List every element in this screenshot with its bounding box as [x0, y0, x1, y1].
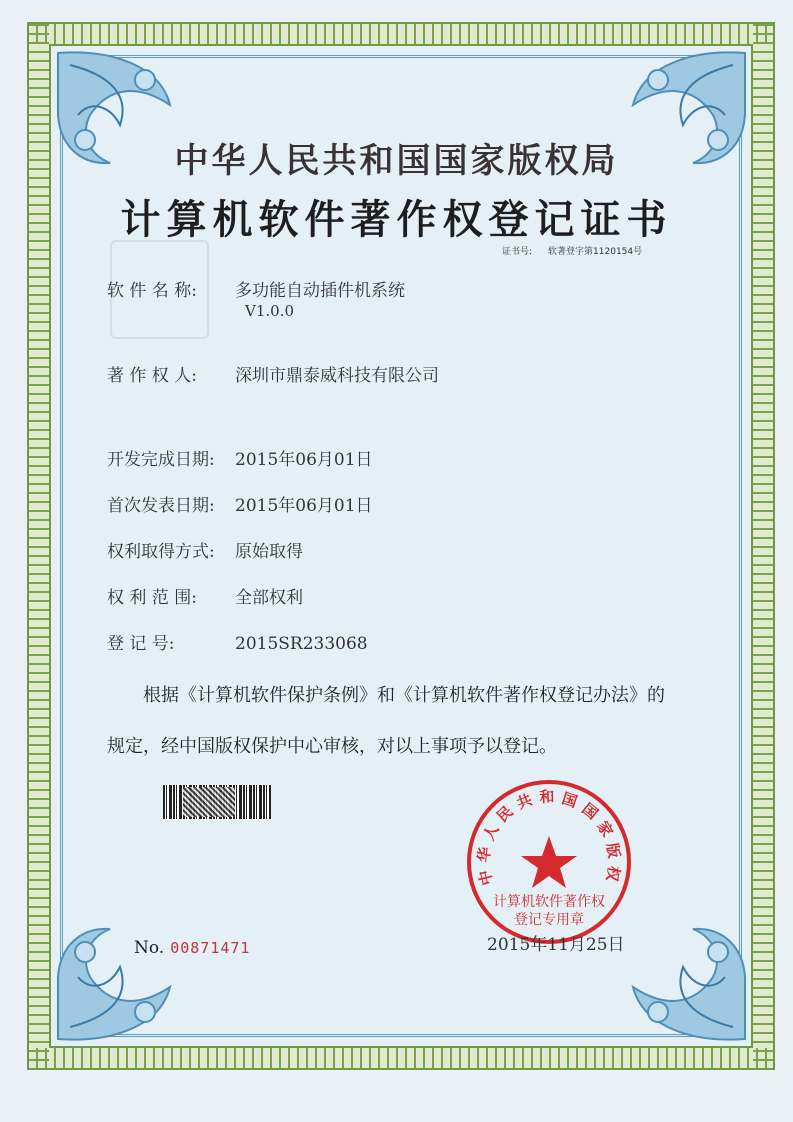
software-name-label: 软 件 名 称:	[107, 281, 197, 301]
software-name-row	[107, 276, 405, 301]
owner-label: 著 作 权 人:	[107, 366, 197, 386]
reg-no-row	[107, 629, 368, 654]
certificate-number-value: 软著登字第1120154号	[548, 247, 643, 257]
pub-date-value: 2015年06月01日	[235, 496, 373, 516]
issuing-authority: 中华人民共和国国家版权局	[174, 141, 619, 181]
scope-row	[107, 583, 303, 608]
dev-date-label: 开发完成日期:	[107, 450, 215, 470]
barcode-icon	[163, 785, 271, 819]
body-paragraph-2: 规定，经中国版权保护中心审核，对以上事项予以登记。	[107, 736, 557, 757]
owner-value: 深圳市鼎泰威科技有限公司	[235, 366, 439, 386]
dev-date-value: 2015年06月01日	[235, 450, 373, 470]
software-name-value: 多功能自动插件机系统	[235, 281, 405, 301]
owner-row	[107, 361, 439, 386]
certificate-title: 计算机软件著作权登记证书	[120, 196, 673, 243]
pub-date-row	[107, 491, 373, 516]
scope-label: 权 利 范 围:	[107, 588, 197, 608]
scope-value: 全部权利	[235, 588, 303, 608]
official-seal	[465, 778, 633, 946]
acquire-row	[107, 537, 303, 562]
serial-value: 00871471	[170, 939, 251, 957]
serial-label: No.	[134, 938, 165, 958]
seal-line-1: 计算机软件著作权	[493, 894, 605, 910]
software-version: V1.0.0	[245, 302, 294, 320]
acquire-value: 原始取得	[235, 542, 303, 562]
body-paragraph-1: 根据《计算机软件保护条例》和《计算机软件著作权登记办法》的	[143, 685, 665, 706]
corner-ornament-icon	[50, 897, 200, 1047]
reg-no-value: 2015SR233068	[235, 634, 368, 654]
serial-number	[134, 938, 250, 958]
issue-date: 2015年11月25日	[487, 935, 625, 955]
certificate-number-label: 证书号:	[502, 247, 533, 257]
pub-date-label: 首次发表日期:	[107, 496, 215, 516]
seal-line-2: 登记专用章	[514, 912, 584, 928]
dev-date-row	[107, 445, 373, 470]
reg-no-label: 登 记 号:	[107, 634, 175, 654]
seal-ring-text: 中华人民共和国国家版权	[474, 787, 624, 888]
acquire-label: 权利取得方式:	[107, 542, 215, 562]
seal-star-icon	[521, 836, 577, 888]
certificate-number	[502, 244, 642, 257]
